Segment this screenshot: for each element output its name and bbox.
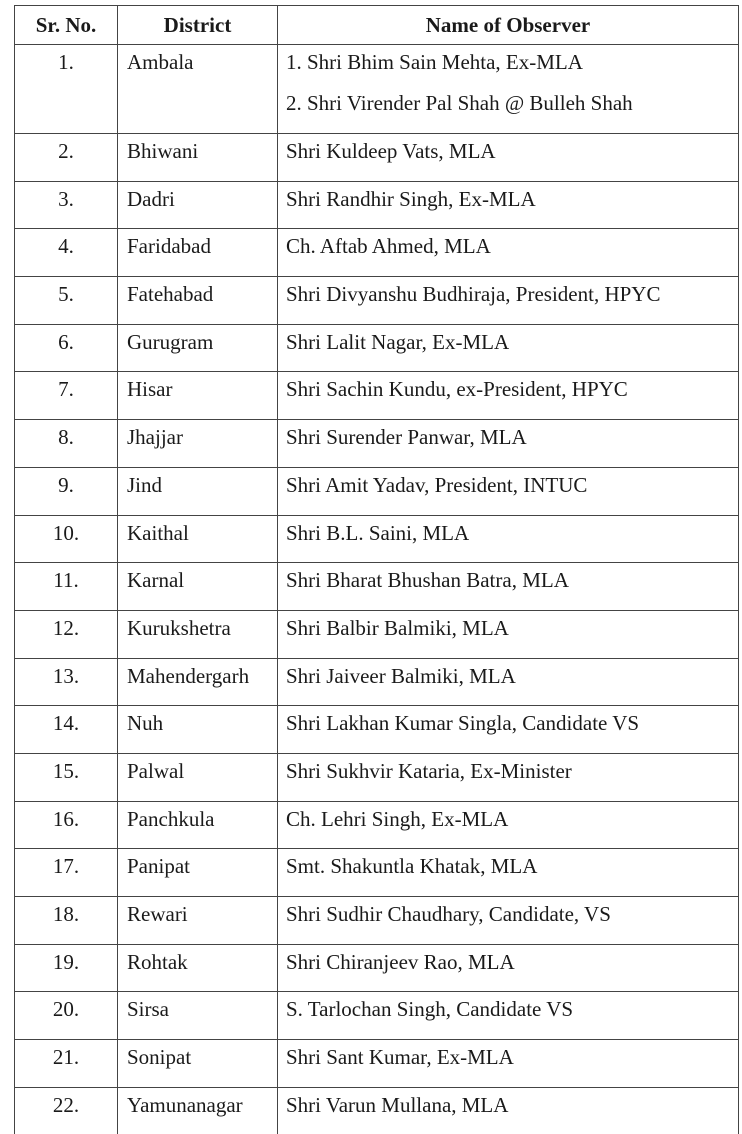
cell-sr-no: 11. xyxy=(15,563,118,611)
observer-name: Shri Sukhvir Kataria, Ex-Minister xyxy=(286,759,738,800)
cell-sr-no: 9. xyxy=(15,467,118,515)
table-row xyxy=(15,849,739,897)
cell-district: Ambala xyxy=(118,45,278,134)
table-row xyxy=(15,658,739,706)
cell-observer xyxy=(278,372,739,420)
header-sr-no: Sr. No. xyxy=(15,6,118,45)
cell-district: Nuh xyxy=(118,706,278,754)
table-row xyxy=(15,992,739,1040)
table-row xyxy=(15,1087,739,1134)
cell-district: Fatehabad xyxy=(118,277,278,325)
table-body xyxy=(15,45,739,1134)
cell-sr-no: 10. xyxy=(15,515,118,563)
cell-district: Palwal xyxy=(118,753,278,801)
cell-district: Rohtak xyxy=(118,944,278,992)
cell-observer xyxy=(278,801,739,849)
cell-sr-no: 4. xyxy=(15,229,118,277)
cell-observer xyxy=(278,706,739,754)
observer-name: Shri Bharat Bhushan Batra, MLA xyxy=(286,568,738,609)
table-row xyxy=(15,563,739,611)
cell-sr-no: 7. xyxy=(15,372,118,420)
cell-district: Rewari xyxy=(118,897,278,945)
cell-sr-no: 1. xyxy=(15,45,118,134)
table-row xyxy=(15,610,739,658)
cell-observer xyxy=(278,277,739,325)
cell-district: Faridabad xyxy=(118,229,278,277)
cell-observer xyxy=(278,134,739,182)
cell-observer xyxy=(278,229,739,277)
cell-district: Karnal xyxy=(118,563,278,611)
observer-name: Shri Lalit Nagar, Ex-MLA xyxy=(286,330,738,371)
cell-observer xyxy=(278,181,739,229)
cell-observer xyxy=(278,324,739,372)
cell-district: Dadri xyxy=(118,181,278,229)
table-row xyxy=(15,134,739,182)
cell-district: Hisar xyxy=(118,372,278,420)
cell-district: Panchkula xyxy=(118,801,278,849)
cell-sr-no: 14. xyxy=(15,706,118,754)
cell-sr-no: 20. xyxy=(15,992,118,1040)
cell-district: Jind xyxy=(118,467,278,515)
table-row xyxy=(15,753,739,801)
table-row xyxy=(15,1040,739,1088)
observer-name: Shri Sant Kumar, Ex-MLA xyxy=(286,1045,738,1086)
cell-sr-no: 12. xyxy=(15,610,118,658)
table-row xyxy=(15,467,739,515)
table-row xyxy=(15,801,739,849)
cell-observer xyxy=(278,610,739,658)
cell-observer xyxy=(278,849,739,897)
cell-observer xyxy=(278,753,739,801)
cell-district: Kaithal xyxy=(118,515,278,563)
cell-district: Yamunanagar xyxy=(118,1087,278,1134)
cell-sr-no: 2. xyxy=(15,134,118,182)
cell-observer xyxy=(278,1087,739,1134)
header-district: District xyxy=(118,6,278,45)
cell-district: Bhiwani xyxy=(118,134,278,182)
observer-name: 1. Shri Bhim Sain Mehta, Ex-MLA xyxy=(286,50,738,91)
table-row xyxy=(15,181,739,229)
cell-observer xyxy=(278,45,739,134)
table-row xyxy=(15,897,739,945)
cell-observer xyxy=(278,1040,739,1088)
cell-sr-no: 6. xyxy=(15,324,118,372)
cell-observer xyxy=(278,944,739,992)
cell-observer xyxy=(278,515,739,563)
observer-name: Shri Sudhir Chaudhary, Candidate, VS xyxy=(286,902,738,943)
cell-sr-no: 17. xyxy=(15,849,118,897)
header-row xyxy=(15,6,739,45)
cell-district: Jhajjar xyxy=(118,420,278,468)
cell-observer xyxy=(278,563,739,611)
table-row xyxy=(15,706,739,754)
cell-district: Sirsa xyxy=(118,992,278,1040)
table-row xyxy=(15,944,739,992)
observer-name: Ch. Aftab Ahmed, MLA xyxy=(286,234,738,275)
cell-observer xyxy=(278,992,739,1040)
observer-name: Shri B.L. Saini, MLA xyxy=(286,521,738,562)
observer-name: Shri Surender Panwar, MLA xyxy=(286,425,738,466)
observer-name: Ch. Lehri Singh, Ex-MLA xyxy=(286,807,738,848)
observer-name: Shri Kuldeep Vats, MLA xyxy=(286,139,738,180)
cell-district: Panipat xyxy=(118,849,278,897)
cell-observer xyxy=(278,420,739,468)
table-row xyxy=(15,324,739,372)
cell-sr-no: 22. xyxy=(15,1087,118,1134)
cell-district: Gurugram xyxy=(118,324,278,372)
table-row xyxy=(15,277,739,325)
observer-name: Shri Amit Yadav, President, INTUC xyxy=(286,473,738,514)
cell-observer xyxy=(278,467,739,515)
observer-name: Shri Sachin Kundu, ex-President, HPYC xyxy=(286,377,738,418)
cell-district: Sonipat xyxy=(118,1040,278,1088)
observers-table xyxy=(14,5,739,1134)
header-observer: Name of Observer xyxy=(278,6,739,45)
cell-sr-no: 15. xyxy=(15,753,118,801)
observer-name: Shri Randhir Singh, Ex-MLA xyxy=(286,187,738,228)
table-row xyxy=(15,420,739,468)
observer-name: Shri Balbir Balmiki, MLA xyxy=(286,616,738,657)
table-row xyxy=(15,229,739,277)
table-header xyxy=(15,6,739,45)
observer-name: Smt. Shakuntla Khatak, MLA xyxy=(286,854,738,895)
cell-sr-no: 5. xyxy=(15,277,118,325)
cell-sr-no: 18. xyxy=(15,897,118,945)
cell-sr-no: 21. xyxy=(15,1040,118,1088)
cell-sr-no: 16. xyxy=(15,801,118,849)
observer-name: Shri Divyanshu Budhiraja, President, HPYC xyxy=(286,282,738,323)
cell-sr-no: 19. xyxy=(15,944,118,992)
cell-district: Mahendergarh xyxy=(118,658,278,706)
observer-name: Shri Chiranjeev Rao, MLA xyxy=(286,950,738,991)
table-row xyxy=(15,515,739,563)
table-row xyxy=(15,372,739,420)
cell-sr-no: 8. xyxy=(15,420,118,468)
observer-name: Shri Jaiveer Balmiki, MLA xyxy=(286,664,738,705)
observer-name: Shri Varun Mullana, MLA xyxy=(286,1093,738,1134)
cell-observer xyxy=(278,897,739,945)
observer-name: 2. Shri Virender Pal Shah @ Bulleh Shah xyxy=(286,91,738,132)
table-row xyxy=(15,45,739,134)
cell-sr-no: 3. xyxy=(15,181,118,229)
observer-name: Shri Lakhan Kumar Singla, Candidate VS xyxy=(286,711,738,752)
cell-observer xyxy=(278,658,739,706)
observer-name: S. Tarlochan Singh, Candidate VS xyxy=(286,997,738,1038)
cell-district: Kurukshetra xyxy=(118,610,278,658)
cell-sr-no: 13. xyxy=(15,658,118,706)
